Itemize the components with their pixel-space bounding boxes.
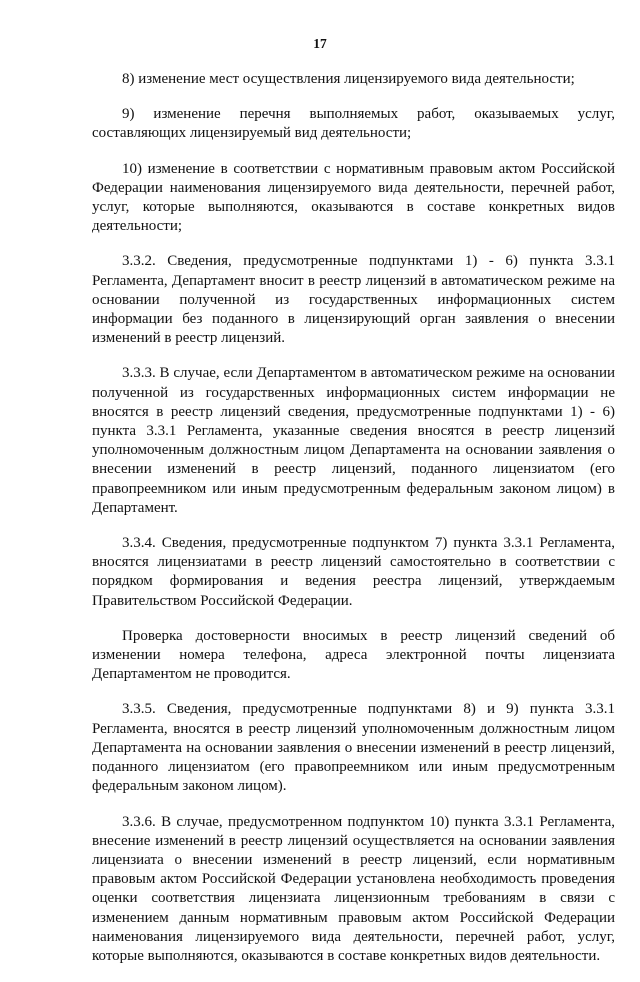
paragraph-item-9: 9) изменение перечня выполняемых работ, оказываемых услуг, составляющих лицензируемый вид деятельности;	[92, 106, 615, 142]
paragraph-3-3-3: 3.3.3. В случае, если Департаментом в автоматическом режиме на основании полученной из государственных информационных систем информации не вносятся в реестр лицензий сведения, предусмотренные подпунктами 1) - 6) пункта 3.3.1 Регламента, указанные сведения вносятся в реестр лицензий уполномоченным должностным лицом Департамента на основании заявления о внесении изменений в реестр лицензий, поданного лицензиатом (его правопреемником или иным предусмотренным федеральным законом лицом) в Департамент.	[92, 365, 615, 516]
document-body	[92, 70, 615, 982]
paragraph-3-3-5: 3.3.5. Сведения, предусмотренные подпунктами 8) и 9) пункта 3.3.1 Регламента, вносятся в реестр лицензий уполномоченным должностным лицом Департамента на основании заявления о внесении изменений в реестр лицензий, поданного лицензиатом (его правопреемником или иным предусмотренным федеральным законом лицом).	[92, 701, 615, 795]
paragraph-verification-note: Проверка достоверности вносимых в реестр лицензий сведений об изменении номера телефона, адреса электронной почты лицензиата Департаментом не проводится.	[92, 627, 615, 683]
paragraph-3-3-6: 3.3.6. В случае, предусмотренном подпунктом 10) пункта 3.3.1 Регламента, внесение изменений в реестр лицензий осуществляется на основании заявления лицензиата о внесении изменений в реестр лицензий, если нормативным правовым актом Российской Федерации установлена необходимость проведения оценки соответствия лицензиата лицензионным требованиям в связи с изменением данным нормативным правовым актом Российской Федерации наименования лицензируемого вида деятельности, перечней работ, услуг, которые выполняются, оказываются в составе конкретных видов деятельности.	[92, 813, 615, 964]
paragraph-3-3-2: 3.3.2. Сведения, предусмотренные подпунктами 1) - 6) пункта 3.3.1 Регламента, Департамент вносит в реестр лицензий в автоматическом режиме на основании полученной из государственных информационных систем информации без поданного в лицензирующий орган заявления о внесении изменений в реестр лицензий.	[92, 253, 615, 347]
paragraph-item-10: 10) изменение в соответствии с нормативным правовым актом Российской Федерации наименования лицензируемого вида деятельности, перечней работ, услуг, которые выполняются, оказываются в составе конкретных видов деятельности;	[92, 160, 615, 235]
page-number: 17	[313, 36, 327, 51]
paragraph-item-8: 8) изменение мест осуществления лицензируемого вида деятельности;	[122, 71, 575, 87]
paragraph-3-3-4: 3.3.4. Сведения, предусмотренные подпунктом 7) пункта 3.3.1 Регламента, вносятся лицензиатами в реестр лицензий самостоятельно в соответствии с порядком формирования и ведения реестра лицензий, утверждаемым Правительством Российской Федерации.	[92, 535, 615, 609]
